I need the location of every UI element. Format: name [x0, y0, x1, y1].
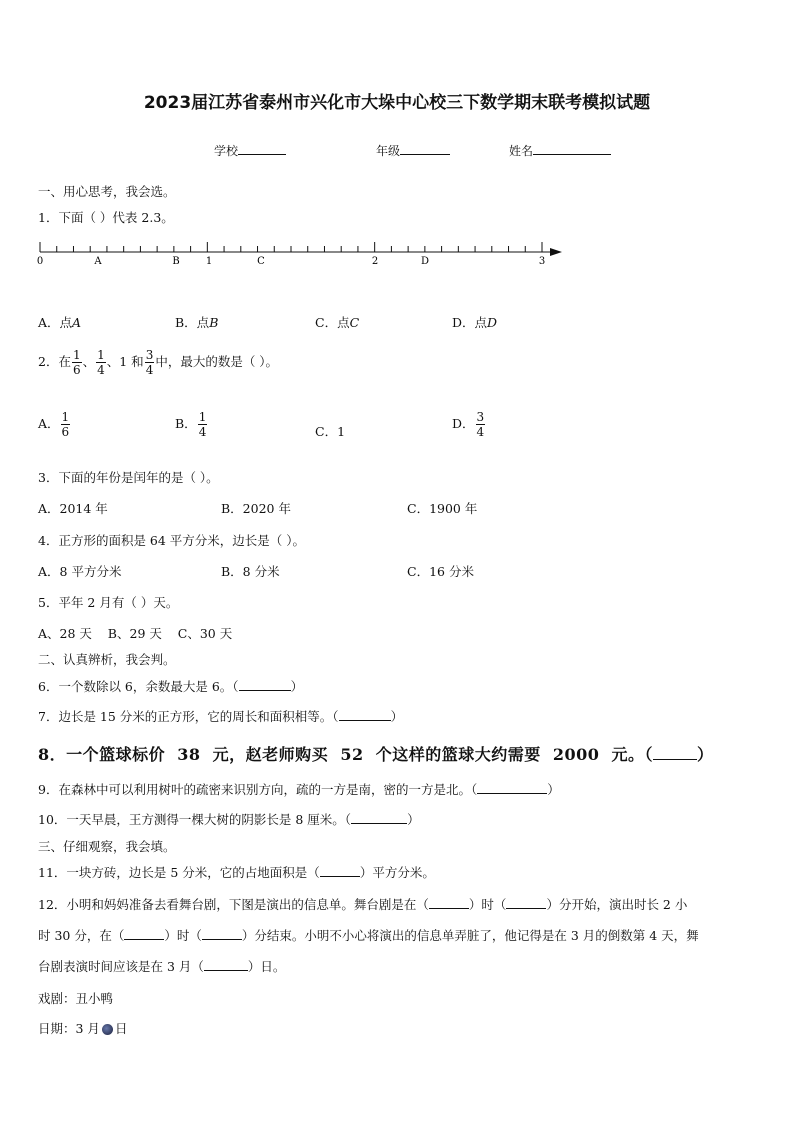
- q1-option-c[interactable]: C．点C: [315, 315, 360, 330]
- q12-start-minute-blank[interactable]: [506, 896, 546, 909]
- name-field[interactable]: [509, 142, 611, 159]
- q12-line-2: 时 30 分，在（ ）时（ ）分结束。小明不小心将演出的信息单弄脏了，他记得是在 3 月的倒数第 4 天，舞: [38, 928, 699, 943]
- number-line: [36, 236, 566, 270]
- section-2-heading: 二、认真辨析，我会判。: [38, 652, 176, 667]
- point-label-d: D: [420, 256, 430, 267]
- grade-label: 年级: [376, 144, 401, 158]
- q9-answer-blank[interactable]: [477, 781, 547, 794]
- q4-text: 4．正方形的面积是 64 平方分米，边长是（ ）。: [38, 533, 306, 548]
- arrow-right-icon: [550, 248, 562, 256]
- q11-answer-blank[interactable]: [320, 864, 360, 877]
- q11-text: 11．一块方砖，边长是 5 分米，它的占地面积是（ ）平方分米。: [38, 865, 435, 880]
- point-label-a: A: [94, 256, 102, 267]
- page-title: 2023届江苏省泰州市兴化市大垛中心校三下数学期末联考模拟试题: [143, 93, 651, 113]
- q7-answer-blank[interactable]: [339, 708, 391, 721]
- q12-date: 日期：3 月 日: [38, 1021, 128, 1036]
- tick-label-3: 3: [538, 256, 546, 267]
- q12-end-hour-blank[interactable]: [124, 927, 164, 940]
- q1-option-b[interactable]: B．点B: [175, 315, 219, 330]
- q4-option-b[interactable]: B．8 分米: [221, 564, 280, 579]
- q12-start-hour-blank[interactable]: [429, 896, 469, 909]
- q4-option-a[interactable]: A．8 平方分米: [38, 564, 122, 579]
- school-field[interactable]: [214, 142, 286, 159]
- q3-text: 3．下面的年份是闰年的是（ ）。: [38, 470, 219, 485]
- name-blank[interactable]: [533, 142, 611, 155]
- q2-option-a[interactable]: A． $\frac{1}{6}$: [38, 410, 70, 439]
- q12-end-minute-blank[interactable]: [202, 927, 242, 940]
- q6-answer-blank[interactable]: [239, 678, 291, 691]
- q6-text: 6．一个数除以 6，余数最大是 6。（ ）: [38, 679, 304, 694]
- tick-label-1: 1: [205, 256, 213, 267]
- grade-field[interactable]: [376, 142, 450, 159]
- point-label-c: C: [257, 256, 265, 267]
- q10-answer-blank[interactable]: [351, 811, 407, 824]
- tick-label-2: 2: [371, 256, 379, 267]
- q5-text: 5．平年 2 月有（ ）天。: [38, 595, 179, 610]
- q12-line-1: 12．小明和妈妈准备去看舞台剧，下图是演出的信息单。舞台剧是在（ ）时（ ）分开始，演出时长 2 小: [38, 897, 688, 912]
- q8-text: 8．一个篮球标价 38 元，赵老师购买 52 个这样的篮球大约需要 2000 元。（ ）: [38, 745, 714, 764]
- school-label: 学校: [214, 144, 239, 158]
- ink-stain-icon: [102, 1024, 113, 1035]
- q12-day-blank[interactable]: [204, 958, 248, 971]
- q3-option-c[interactable]: C．1900 年: [407, 501, 478, 516]
- q3-option-a[interactable]: A．2014 年: [38, 501, 108, 516]
- q2-text: 2．在 $\frac{1}{6}$ 、 $\frac{1}{4}$ 、1 和 $\frac{3}{4}$ 中，最大的数是（ ）。: [38, 348, 279, 377]
- q1-option-d[interactable]: D．点D: [452, 315, 498, 330]
- q5-options[interactable]: A、28 天 B、29 天 C、30 天: [38, 626, 233, 641]
- grade-blank[interactable]: [400, 142, 450, 155]
- point-label-b: B: [172, 256, 180, 267]
- q2-option-d[interactable]: D． $\frac{3}{4}$: [452, 410, 485, 439]
- q2-option-c[interactable]: C．1: [315, 424, 346, 439]
- section-3-heading: 三、仔细观察，我会填。: [38, 839, 176, 854]
- section-1-heading: 一、用心思考，我会选。: [38, 184, 176, 199]
- q1-option-a[interactable]: A．点A: [38, 315, 82, 330]
- q9-text: 9．在森林中可以利用树叶的疏密来识别方向，疏的一方是南，密的一方是北。（ ）: [38, 782, 560, 797]
- tick-label-0: 0: [36, 256, 44, 267]
- q7-text: 7．边长是 15 分米的正方形，它的周长和面积相等。（ ）: [38, 709, 404, 724]
- name-label: 姓名: [509, 144, 534, 158]
- q1-text: 1．下面（ ）代表 2.3。: [38, 210, 174, 225]
- school-blank[interactable]: [238, 142, 286, 155]
- q2-option-b[interactable]: B． $\frac{1}{4}$: [175, 410, 207, 439]
- q8-answer-blank[interactable]: [653, 745, 697, 760]
- q12-line-3: 台剧表演时间应该是在 3 月（ ）日。: [38, 959, 286, 974]
- q4-option-c[interactable]: C．16 分米: [407, 564, 474, 579]
- q10-text: 10．一天早晨，王方测得一棵大树的阴影长是 8 厘米。（ ）: [38, 812, 420, 827]
- q3-option-b[interactable]: B．2020 年: [221, 501, 291, 516]
- q12-play-name: 戏剧：丑小鸭: [38, 991, 114, 1006]
